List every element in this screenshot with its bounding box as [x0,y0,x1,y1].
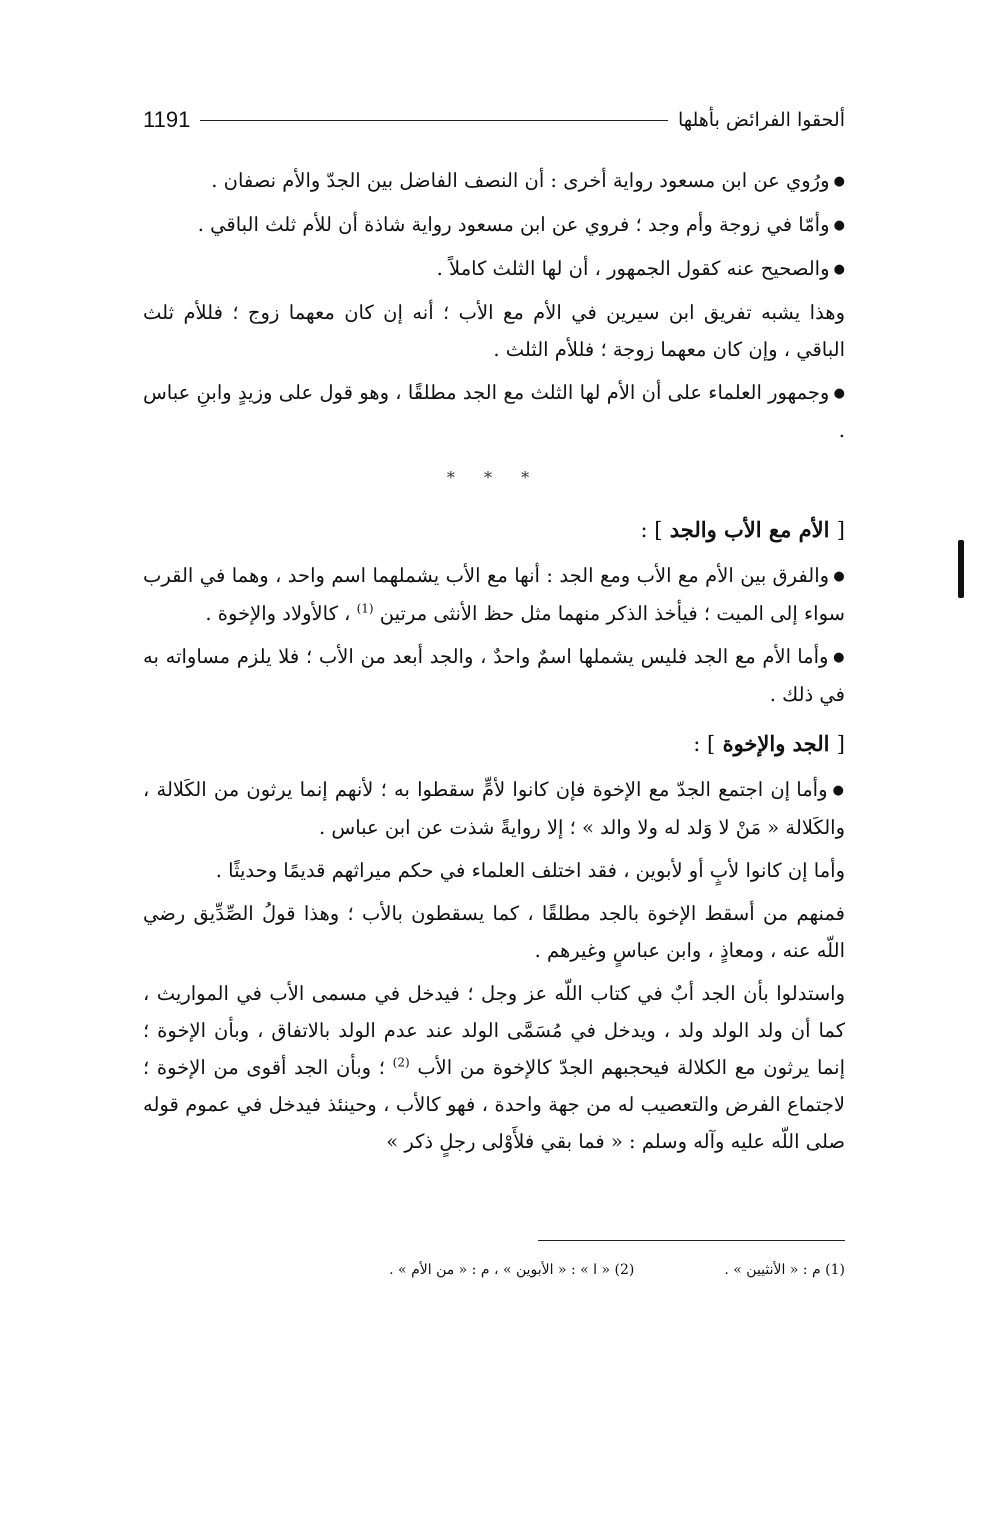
paragraph: فمنهم من أسقط الإخوة بالجد مطلقًا ، كما يسقطون بالأب ؛ وهذا قولُ الصِّدِّيق رضي اللّه عنه ، ومعاذٍ ، وابن عباسٍ وغيرهم . [143,902,845,962]
paragraph-text: والفرق بين الأم مع الأب ومع الجد : أنها مع الأب يشملهما اسم واحد ، وهما في القرب سواء إلى الميت ؛ فيأخذ الذكر منهما مثل حظ الأنثى مرتين [143,564,845,625]
footnote: (1) م : « الأنثيين » . [724,1262,845,1278]
paragraph: وأما إن كانوا لأبٍ أو لأبوين ، فقد اختلف العلماء في حكم ميراثهم قديمًا وحديثًا . [215,859,845,882]
running-title: ألحقوا الفرائض بأهلها [677,109,845,131]
paragraph: ● وأمّا في زوجة وأم وجد ؛ فروي عن ابن مسعود رواية شاذة أن للأم ثلث الباقي . [143,206,845,244]
page-body [143,162,845,1166]
footnote-reference: (1) [356,601,374,616]
footnote: (2) « ا » : « الأبوين » ، م : « من الأم » . [389,1262,635,1278]
footnote-rule [538,1240,845,1241]
footnote-reference: (2) [392,1055,410,1070]
paragraph-text: ، كالأولاد والإخوة . [205,602,351,625]
paragraph: ● وأما الأم مع الجد فليس يشملها اسمٌ واحدٌ ، والجد أبعد من الأب ؛ فلا يلزم مساواته به في ذلك . [143,638,845,713]
heading-open-bracket: [ [836,518,845,542]
heading-close-bracket: ] : [693,732,716,756]
margin-bracket-mark [958,540,964,598]
heading-close-bracket: ] : [640,518,663,542]
heading-text: الأم مع الأب والجد [669,517,830,542]
section-separator: * * * [446,468,542,487]
page-header [143,105,845,135]
paragraph [143,975,845,1160]
paragraph: ● وجمهور العلماء على أن الأم لها الثلث مع الجد مطلقًا ، وهو قول على وزيدٍ وابنِ عباس . [143,374,845,449]
paragraph: وهذا يشبه تفريق ابن سيرين في الأم مع الأب ؛ أنه إن كان معهما زوج ؛ فللأم ثلث الباقي ، وإن كان معهما زوجة ؛ فللأم الثلث . [143,301,845,361]
footnotes [143,1262,845,1278]
heading-text: الجد والإخوة [722,731,830,756]
paragraph: ● والصحيح عنه كقول الجمهور ، أن لها الثلث كاملاً . [143,250,845,288]
paragraph: ● وأما إن اجتمع الجدّ مع الإخوة فإن كانوا لأمٍّ سقطوا به ؛ لأنهم إنما يرثون من الكَلالة ، والكَلالة « مَنْ لا وَلد له ولا والد » ؛ إلا روايةً شذت عن ابن عباس . [143,771,845,846]
paragraph [143,557,845,632]
section-heading [143,725,845,763]
page-number: 1191 [143,107,191,132]
paragraph: ● ورُوي عن ابن مسعود رواية أخرى : أن النصف الفاضل بين الجدّ والأم نصفان . [143,162,845,200]
section-heading [143,511,845,549]
header-rule [200,120,668,121]
paragraph-text: واستدلوا بأن الجد أبٌ في كتاب اللّه عز وجل ؛ فيدخل في مسمى الأب في المواريث ، كما أن ولد الولد ولد ، ويدخل في مُسَمَّى الولد عند عدم الولد بالاتفاق ، وبأن الإخوة ؛ إنما يرثون مع الكلالة فيحجبهم الجدّ كالإخوة من الأب [143,982,845,1079]
heading-open-bracket: [ [836,732,845,756]
paragraph-text: ؛ وبأن الجد أقوى من الإخوة ؛ لاجتماع الفرض والتعصيب له من جهة واحدة ، فهو كالأب ، وحينئذ فيدخل في عموم قوله صلى اللّه عليه وآله وسلم : « فما بقي فلأَوْلى رجلٍ ذكر » [143,1056,845,1153]
